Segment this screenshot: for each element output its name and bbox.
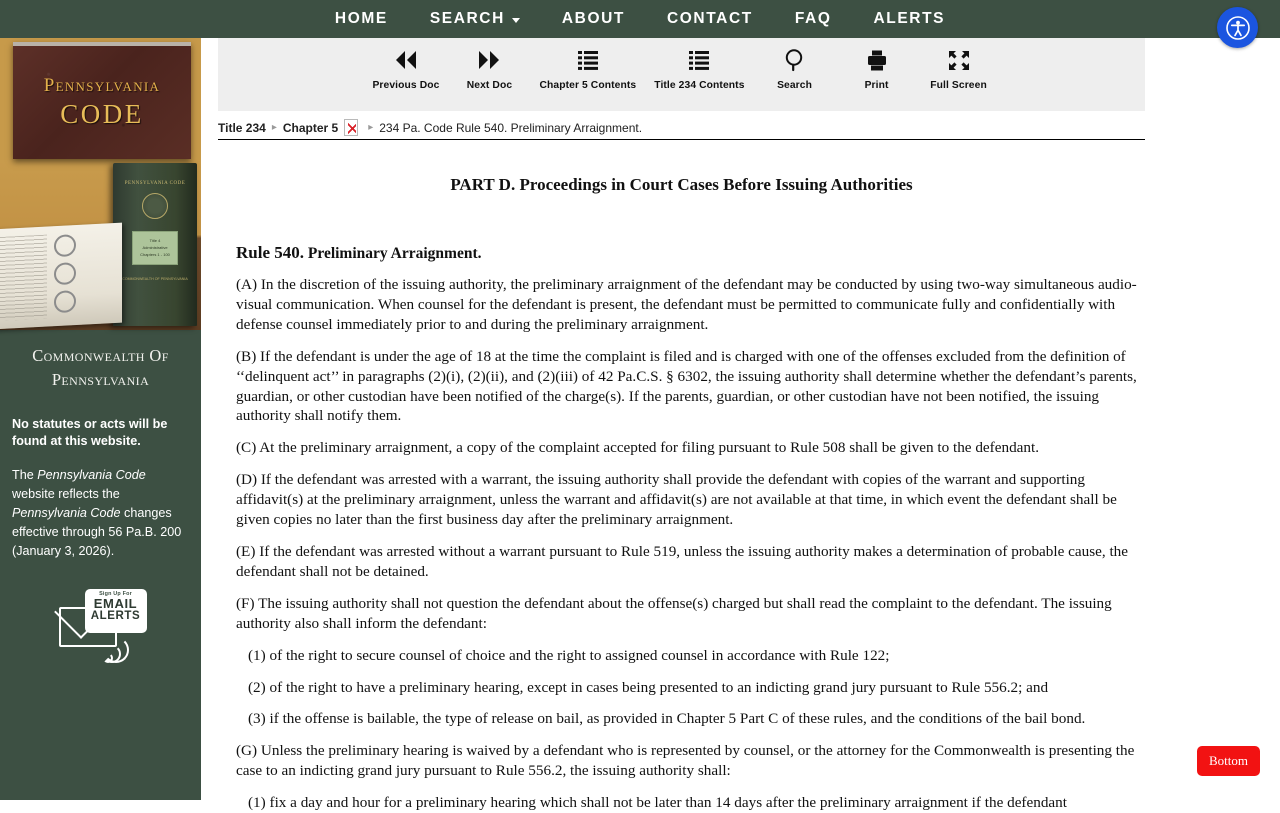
accessibility-person-icon <box>1225 15 1251 41</box>
document-toolbar <box>218 38 1145 111</box>
state-seal-icon <box>142 193 168 219</box>
volume-spine-label <box>132 231 178 265</box>
nav-item-search-label: SEARCH <box>429 10 505 27</box>
signal-waves-icon <box>103 629 137 663</box>
binder-ring <box>54 290 76 313</box>
sidebar-body <box>0 416 201 561</box>
scroll-to-bottom-button[interactable]: Bottom <box>1197 746 1260 776</box>
rule-title: Preliminary Arraignment. <box>307 245 482 262</box>
paragraph-f-1: (1) of the right to secure counsel of choice and the right to assigned counsel in accordance with Rule 122; <box>248 646 890 664</box>
pdf-document-icon[interactable] <box>344 119 358 136</box>
nav-list <box>314 0 966 38</box>
sidebar-title-line1: Commonwealth Of <box>32 346 169 365</box>
signal-wave <box>103 637 129 663</box>
paragraph-c: (C) At the preliminary arraignment, a copy of the complaint accepted for filing pursuant to Rule 508 shall be given to the defendant. <box>236 439 1040 457</box>
binder-ring <box>54 234 76 257</box>
breadcrumb-chapter-link[interactable]: Chapter 5 <box>282 120 339 135</box>
magnifier-icon <box>784 47 806 73</box>
sidebar <box>0 30 201 800</box>
breadcrumb-separator-icon: ▸ <box>368 122 374 133</box>
volume-spine-footer: COMMONWEALTH OF PENNSYLVANIA <box>122 277 188 281</box>
note-em1: Pennsylvania Code <box>37 468 146 482</box>
email-alerts-line1: EMAIL <box>93 596 138 611</box>
volume-label-sub: Administrative <box>142 245 168 250</box>
search-button[interactable] <box>763 38 827 91</box>
paragraph-g: (G) Unless the preliminary hearing is waived by a defendant who is represented by counsel, or the attorney for the Commonwealth is presenting the case to an indicting grand jury pursuant to Rule 556.2, the issuing authority shall: <box>236 742 1135 780</box>
nav-item-home-label: HOME <box>334 10 388 27</box>
note-em2: Pennsylvania Code <box>12 506 121 520</box>
paragraph-f: (F) The issuing authority shall not question the defendant about the offense(s) charged but shall read the complaint to the defendant. The issuing authority also shall inform the defendant: <box>236 594 1112 632</box>
chapter-contents-label: Chapter 5 Contents <box>539 80 637 91</box>
nav-item-about[interactable] <box>541 0 646 38</box>
list-lines-icon <box>577 47 599 73</box>
accessibility-button[interactable] <box>1217 7 1258 48</box>
next-doc-label: Next Doc <box>466 80 513 91</box>
nav-item-home[interactable] <box>314 0 409 38</box>
double-chevron-left-icon <box>393 47 419 73</box>
list-lines-icon <box>688 47 710 73</box>
nav-item-contact-label: CONTACT <box>666 10 753 27</box>
volume-spine-title: PENNSYLVANIA CODE <box>124 181 186 186</box>
nav-item-alerts[interactable] <box>852 0 966 38</box>
code-volume-book <box>113 163 197 326</box>
breadcrumb-title-link[interactable]: Title 234 <box>218 120 266 135</box>
paragraph-e: (E) If the defendant was arrested without a warrant pursuant to Rule 519, unless the issuing authority makes a determination of probable cause, the defendant shall not be detained. <box>236 542 1128 580</box>
chapter-contents-button[interactable] <box>539 38 636 91</box>
rule-number: Rule 540. <box>236 243 304 262</box>
print-button[interactable] <box>845 38 909 91</box>
sidebar-title-line2: Pennsylvania <box>51 370 150 389</box>
email-alerts-signup-text: Sign Up For <box>99 591 132 597</box>
note-prefix: The <box>12 468 38 482</box>
nav-item-alerts-label: ALERTS <box>873 10 946 27</box>
open-binder <box>0 223 122 330</box>
email-alerts-button[interactable] <box>55 587 147 663</box>
breadcrumb-current-page: 234 Pa. Code Rule 540. Preliminary Arraignment. <box>379 120 643 135</box>
full-screen-label: Full Screen <box>930 80 987 91</box>
note-mid: website reflects the <box>12 487 120 501</box>
double-chevron-right-icon <box>476 47 502 73</box>
part-heading: PART D. Proceedings in Court Cases Before Issuing Authorities <box>450 175 913 194</box>
sidebar-note-text <box>12 466 189 561</box>
paragraph-g-1: (1) fix a day and hour for a preliminary hearing which shall not be later than 14 days after the preliminary arraignment if the defendant <box>248 794 1067 812</box>
paragraph-a: (A) In the discretion of the issuing authority, the preliminary arraignment of the defendant may be conducted by using two-way simultaneous audio-visual communication. When counsel for the defendant is present, the defendant must be permitted to communicate fully and confidentially with defense counsel immediately prior to and during the preliminary arraignment. <box>236 276 1137 333</box>
full-screen-button[interactable] <box>927 38 991 91</box>
nav-item-contact[interactable] <box>646 0 774 38</box>
paragraph-d: (D) If the defendant was arrested with a warrant, the issuing authority shall provide the defendant with copies of the warrant and supporting affidavit(s) at the preliminary arraignment, unless the warrant and affidavit(s) are not available at that time, in which event the defendant shall be given copies no later than the first business day after the preliminary arraignment. <box>236 471 1117 529</box>
previous-doc-button[interactable] <box>372 38 439 91</box>
nav-item-about-label: ABOUT <box>561 10 625 27</box>
previous-doc-label: Previous Doc <box>372 80 440 91</box>
note-suffix: changes effective through 56 Pa.B. 200 (January 3, 2026). <box>12 506 182 558</box>
title-contents-label: Title 234 Contents <box>654 80 745 91</box>
top-navigation-bar <box>0 0 1280 38</box>
nav-item-faq-label: FAQ <box>794 10 832 27</box>
nav-item-faq[interactable] <box>774 0 853 38</box>
chevron-down-icon <box>512 18 520 23</box>
plaque-line-1: Pennsylvania <box>43 75 161 96</box>
pennsylvania-code-book-photo <box>0 30 201 330</box>
breadcrumb-separator-icon: ▸ <box>271 122 277 133</box>
binder-ring <box>54 262 76 285</box>
email-alerts-label-box <box>85 589 147 633</box>
plaque-line-2: CODE <box>60 99 144 129</box>
volume-label-sub2: Chapters 1 - 100 <box>140 252 170 257</box>
print-label: Print <box>864 80 889 91</box>
rule-heading <box>236 243 1145 263</box>
search-label: Search <box>777 80 813 91</box>
document-content <box>218 142 1145 812</box>
paragraph-f-3: (3) if the offense is bailable, the type of release on bail, as provided in Chapter 5 Part C of these rules, and the conditions of the bail bond. <box>248 710 1086 728</box>
paragraph-b: (B) If the defendant is under the age of 18 at the time the complaint is filed and is charged with one of the offenses excluded from the definition of ‘‘delinquent act’’ in paragraphs (2)(i), (2)(ii), and (2)(iii) of 42 Pa.C.S. § 6302, the issuing authority shall determine whether the defendant’s parents, guardian, or other custodian have been notified of the charge(s). If the parents, guardian, or other custodian have not been notified, the issuing authority shall notify them. <box>236 347 1137 425</box>
binder-rings <box>52 220 82 322</box>
volume-label-title: Title 4 <box>149 238 161 243</box>
next-doc-button[interactable] <box>457 38 521 91</box>
sidebar-warning-text: No statutes or acts will be found at this website. <box>12 417 168 448</box>
binder-text-lines <box>0 235 47 322</box>
nav-item-search[interactable] <box>409 0 541 38</box>
title-contents-button[interactable] <box>654 38 744 91</box>
paragraph-f-2: (2) of the right to have a preliminary hearing, except in cases being presented to an indicting grand jury pursuant to Rule 556.2; and <box>248 678 1049 696</box>
email-alerts-line2: ALERTS <box>90 610 141 622</box>
pennsylvania-code-plaque <box>13 42 191 159</box>
sidebar-title <box>0 344 201 392</box>
expand-arrows-icon <box>947 47 971 73</box>
printer-icon <box>866 47 888 73</box>
breadcrumb <box>218 116 1145 140</box>
